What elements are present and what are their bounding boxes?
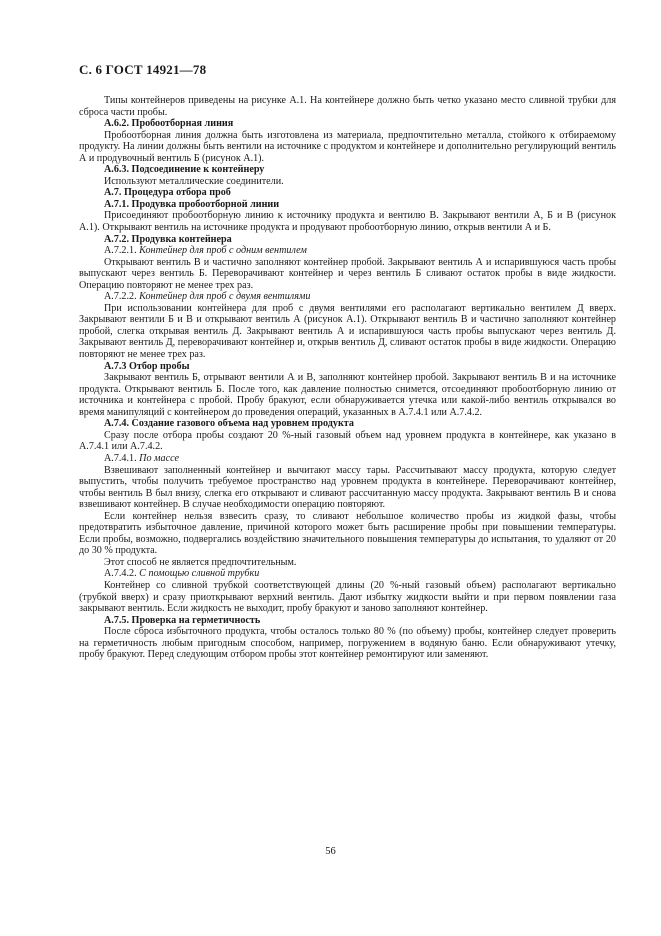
section-heading: А.7.2. Продувка контейнера <box>104 233 232 245</box>
subsection-heading <box>79 568 616 580</box>
paragraph: Если контейнер нельзя взвесить сразу, то сливают небольшое количество пробы из жидкой фазы, чтобы предотвратить избыточное давление, причиной которого может быть расширение пробы при повышении температуры. Если пробы, возможно, подвергались воздействию значительного повышения температуры до испытания, то удаляют от 20 до 30 % продукта. <box>79 510 616 557</box>
subsection-heading <box>79 453 616 465</box>
paragraph: После сброса избыточного продукта, чтобы осталось только 80 % (по объему) пробы, контейнер следует проверить на герметичность любым пригодным способом, например, погружением в водяную баню. Если обнаруживают утечку, пробу бракуют. Перед следующим отбором пробы этот контейнер ремонтируют или заменяют. <box>79 626 616 661</box>
paragraph: При использовании контейнера для проб с двумя вентилями его располагают вертикально вентилем Д вверх. Закрывают вентили Б и В и открывают вентиль А (рисунок А.1). Открывают вентиль В и частично заполняют контейнер пробой, слегка открывая вентиль Д. Закрывают вентиль А и испарившуюся часть пробы выпускают через вентиль Д. Закрывают вентиль Д, переворачивают контейнер и, открыв вентиль Д, сливают остаток пробы в виде жидкости. Операцию повторяют не менее трех раз. <box>79 302 616 361</box>
paragraph: Закрывают вентиль Б, отрывают вентили А и В, заполняют контейнер пробой. Закрывают вентиль В и на источнике продукта. Открывают вентиль Б. После того, как давление полностью снимется, отсоединяют пробоотборную линию от источника и контейнера с пробой. Пробу бракуют, если обнаруживается утечка или какой-либо вентиль открывался во время манипуляций с контейнером до проведения операций, указанных в А.7.4.1 или А.7.4.2. <box>79 372 616 418</box>
paragraph: Сразу после отбора пробы создают 20 %-ный газовый объем над уровнем продукта в контейнере, как указано в А.7.4.1 или А.7.4.2. <box>79 429 616 453</box>
body-text <box>79 95 616 661</box>
subsection-caption: Контейнер для проб с одним вентилем <box>139 245 307 257</box>
subsection-caption: Контейнер для проб с двумя вентилями <box>139 291 311 303</box>
section-heading: А.7.5. Проверка на герметичность <box>104 614 261 626</box>
subsection-heading <box>79 245 616 257</box>
running-head: С. 6 ГОСТ 14921—78 <box>79 62 207 77</box>
section-heading: А.7.1. Продувка пробоотборной линии <box>104 198 280 210</box>
subsection-number: А.7.2.2. <box>104 291 137 303</box>
subsection-number: А.7.4.1. <box>104 452 137 464</box>
subsection-number: А.7.4.2. <box>104 568 137 580</box>
section-heading: А.7.4. Создание газового объема над уровнем продукта <box>104 418 354 430</box>
section-heading: А.6.2. Пробоотборная линия <box>104 118 234 130</box>
paragraph: Пробоотборная линия должна быть изготовлена из материала, предпочтительно металла, стойкого к отбираемому продукту. На линии должны быть вентили на источнике с продуктом и контейнере и дополнительно регулирующий вентиль А и продувочный вентиль Б (рисунок А.1). <box>79 129 616 164</box>
subsection-heading <box>79 291 616 303</box>
section-heading: А.7. Процедура отбора проб <box>104 187 231 199</box>
paragraph: Контейнер со сливной трубкой соответствующей длины (20 %-ный газовый объем) располагают вертикально (трубкой вверх) и сразу приоткрывают верхний вентиль. Дают избытку жидкости выйти и при первом появлении газа закрывают вентиль. Если жидкость не выходит, пробу бракуют и заново заполняют контейнер. <box>79 579 616 615</box>
section-heading: А.6.3. Подсоединение к контейнеру <box>104 164 265 176</box>
paragraph: Этот способ не является предпочтительным. <box>104 556 297 568</box>
paragraph: Открывают вентиль В и частично заполняют контейнер пробой. Закрывают вентиль А и испарившуюся часть пробы выпускают через вентиль Б. Переворачивают контейнер и через вентиль Б сливают остаток пробы в виде жидкости. Операцию повторяют не менее трех раз. <box>79 256 616 291</box>
subsection-caption: По массе <box>139 452 179 464</box>
subsection-number: А.7.2.1. <box>104 245 137 257</box>
paragraph: Присоединяют пробоотборную линию к источнику продукта и вентилю В. Закрывают вентили А, Б и В (рисунок А.1). Открывают вентиль на источнике продукта и продувают пробоотборную линию, открыв вентили А и Б. <box>79 210 616 234</box>
paragraph: Взвешивают заполненный контейнер и вычитают массу тары. Рассчитывают массу продукта, которую следует выпустить, чтобы получить требуемое пространство над уровнем продукта в контейнере. Переворачивают контейнер, чтобы вентиль В был внизу, слегка его открывают и сливают рассчитанную массу продукта. Закрывают вентиль В и снова взвешивают контейнер. В случае необходимости операцию повторяют. <box>79 464 616 511</box>
page-number: 56 <box>325 846 336 857</box>
paragraph: Типы контейнеров приведены на рисунке А.1. На контейнере должно быть четко указано место сливной трубки для сброса части пробы. <box>79 95 616 118</box>
subsection-caption: С помощью сливной трубки <box>139 568 260 580</box>
section-heading: А.7.3 Отбор пробы <box>104 360 190 372</box>
paragraph: Используют металлические соединители. <box>104 175 284 187</box>
